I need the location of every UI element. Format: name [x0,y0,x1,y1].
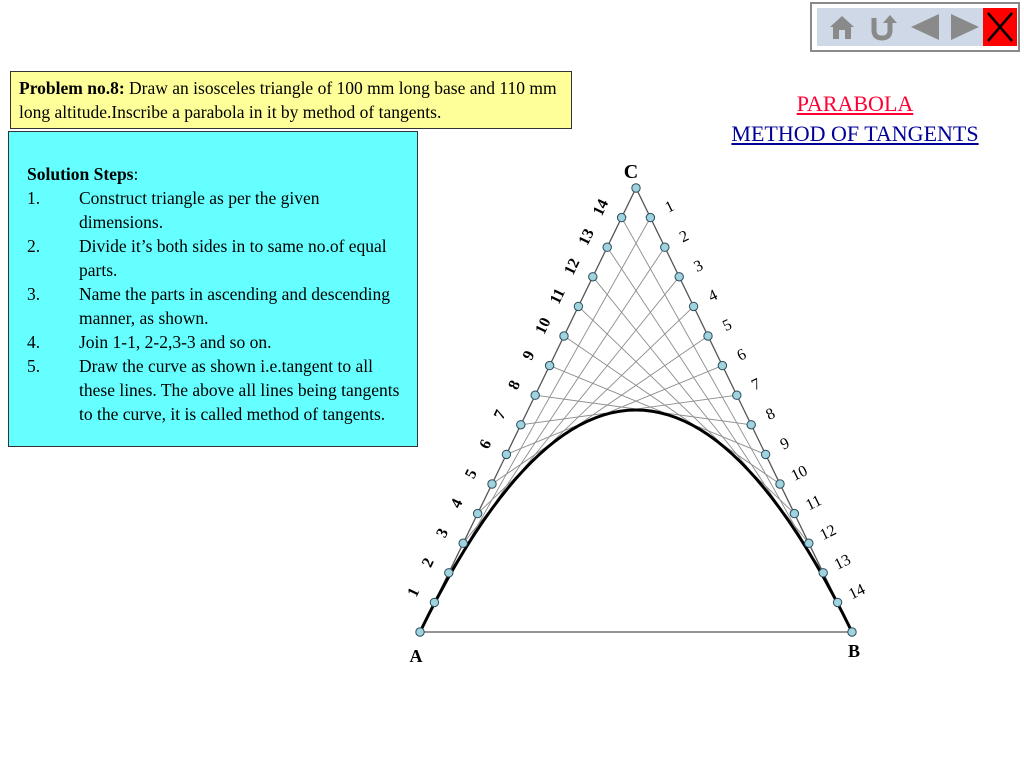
vertex-label-c: C [623,161,639,183]
left-division-label: 11 [546,285,569,307]
left-division-label: 6 [476,437,496,452]
right-division-label: 3 [691,257,706,276]
right-division-label: 1 [662,197,678,217]
division-point [459,539,467,547]
left-division-label: 14 [589,196,613,219]
division-point [833,598,841,606]
division-point [632,184,640,192]
problem-text: Draw an isosceles triangle of 100 mm long base and 110 mm long altitude.Inscribe a parabola in it by method of tangents. [19,78,557,122]
division-point [646,213,654,221]
division-point [473,509,481,517]
division-point [430,598,438,606]
solution-title: Solution Steps [27,164,134,184]
division-point [805,539,813,547]
left-division-label: 1 [404,585,424,600]
right-division-label: 12 [817,521,840,544]
left-division-label: 2 [418,555,438,571]
left-division-label: 5 [462,466,481,482]
division-point [488,480,496,488]
title-parabola: PARABOLA [796,91,914,116]
step-text: Divide it’s both sides in to same no.of equal parts. [79,236,387,280]
left-division-label: 13 [575,226,598,249]
division-point [560,332,568,340]
right-division-label: 6 [734,345,750,365]
tangent-line [478,306,694,513]
left-division-label: 7 [490,407,510,423]
division-point [675,273,683,281]
division-point [747,421,755,429]
tangent-line [578,306,794,513]
division-point [689,302,697,310]
step-text: Construct triangle as per the given dimensions. [79,188,320,232]
division-point [819,569,827,577]
right-division-label: 4 [705,286,721,306]
division-point [531,391,539,399]
problem-label: Problem no.8: [19,78,125,98]
division-point [545,361,553,369]
division-point [718,361,726,369]
right-division-label: 7 [748,375,764,395]
division-labels [404,197,867,603]
step-text: Draw the curve as shown i.e.tangent to all these lines. The above all lines being tangents to the curve, it is called method of tangents. [79,356,400,424]
division-point [574,302,582,310]
left-division-label: 4 [447,496,467,511]
division-point [790,509,798,517]
division-point [416,628,424,636]
right-division-label: 9 [777,434,793,454]
left-division-label: 12 [561,255,584,278]
left-division-label: 9 [519,348,539,363]
division-point [445,569,453,577]
right-division-label: 8 [763,405,778,424]
division-point [761,450,769,458]
right-division-label: 2 [676,227,692,247]
right-division-label: 5 [720,316,735,336]
vertex-label-a: A [409,646,423,666]
title-method: METHOD OF TANGENTS [731,121,979,146]
step-number: 2. [27,236,41,256]
right-division-label: 11 [803,492,825,515]
vertex-label-b: B [847,641,861,661]
right-division-label: 14 [846,580,868,604]
right-division-label: 13 [831,551,854,574]
division-point [517,421,525,429]
solution-title-colon: : [133,164,139,184]
division-point [848,628,856,636]
tangent-line [506,366,722,455]
division-point [704,332,712,340]
step-text: Name the parts in ascending and descending manner, as shown. [79,284,391,328]
division-point [617,213,625,221]
division-point [589,273,597,281]
step-number: 5. [27,356,41,376]
step-number: 4. [27,332,41,352]
tangent-line [550,366,766,455]
left-division-label: 8 [505,377,525,393]
left-division-label: 10 [532,315,555,337]
right-division-label: 10 [788,462,811,485]
division-point [733,391,741,399]
step-number: 1. [27,188,41,208]
division-point [776,480,784,488]
step-number: 3. [27,284,41,304]
division-point [661,243,669,251]
division-point [502,450,510,458]
left-division-label: 3 [433,525,453,541]
division-point [603,243,611,251]
step-text: Join 1-1, 2-2,3-3 and so on. [79,332,272,352]
